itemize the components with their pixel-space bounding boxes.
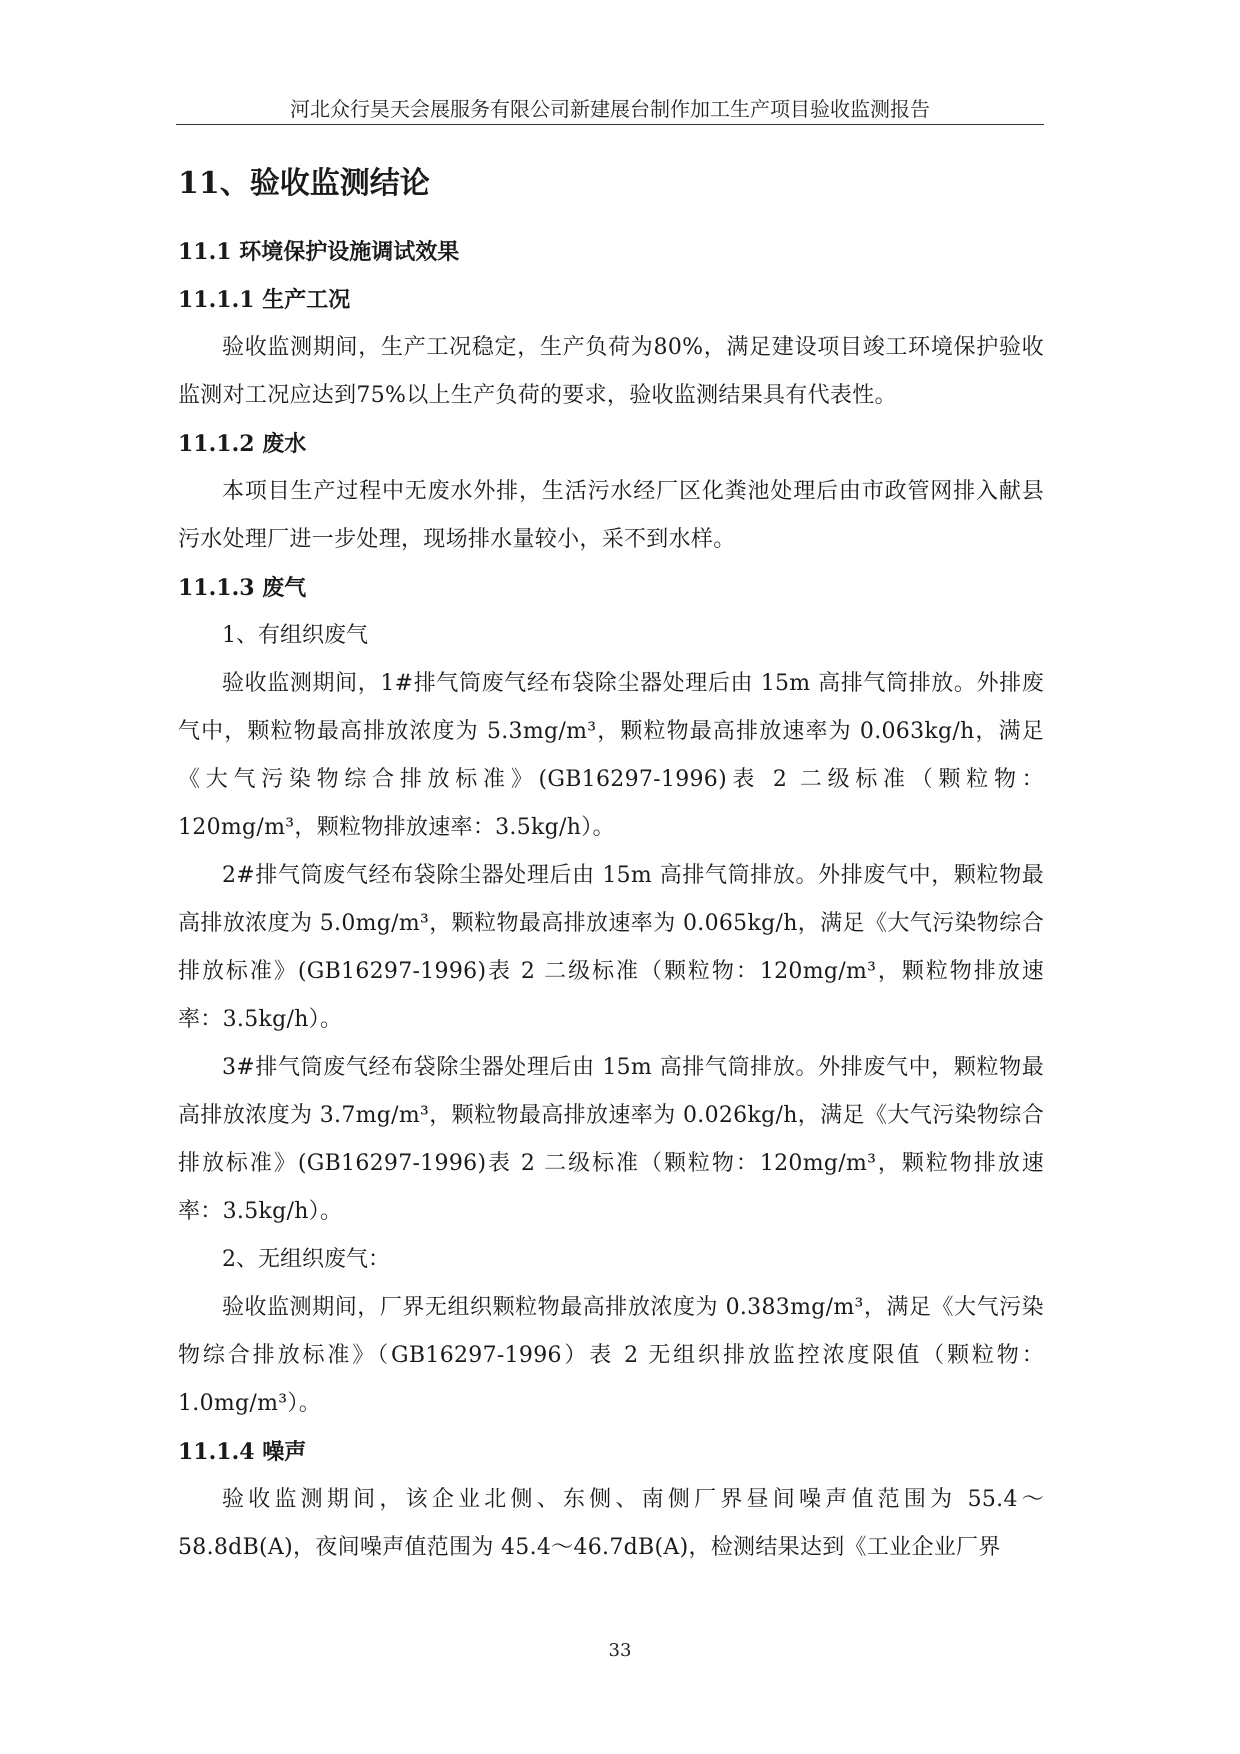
section-title: 11、验收监测结论 [178, 166, 430, 201]
exhaust-paragraph-2: 2#排气筒废气经布袋除尘器处理后由 15m 高排气筒排放。外排废气中，颗粒物最高排放浓度为 5.0mg/m³，颗粒物最高排放速率为 0.065kg/h，满足《大气污染物综合排放标准》(GB16297-1996)表 2 二级标准（颗粒物：120mg/m³，颗粒物排放速率：3.5kg/h）。 [178, 863, 1044, 1032]
unorganized-exhaust-label: 2、无组织废气： [222, 1247, 390, 1272]
exhaust-paragraph-1: 验收监测期间，1#排气筒废气经布袋除尘器处理后由 15m 高排气筒排放。外排废气中，颗粒物最高排放浓度为 5.3mg/m³，颗粒物最高排放速率为 0.063kg/h，满足《大气污染物综合排放标准》(GB16297-1996)表 2 二级标准（颗粒物：120mg/m³，颗粒物排放速率：3.5kg/h）。 [178, 671, 1044, 840]
organized-exhaust-label: 1、有组织废气 [222, 623, 368, 648]
wastewater-paragraph: 本项目生产过程中无废水外排，生活污水经厂区化粪池处理后由市政管网排入献县污水处理厂进一步处理，现场排水量较小，采不到水样。 [178, 479, 1044, 552]
exhaust-paragraph-4: 验收监测期间，厂界无组织颗粒物最高排放浓度为 0.383mg/m³，满足《大气污染物综合排放标准》（GB16297-1996）表 2 无组织排放监控浓度限值（颗粒物：1.0mg/m³）。 [178, 1295, 1044, 1416]
exhaust-heading: 11.1.3 废气 [178, 575, 307, 601]
running-header: 河北众行昊天会展服务有限公司新建展台制作加工生产项目验收监测报告 [290, 97, 930, 121]
noise-heading: 11.1.4 噪声 [178, 1439, 307, 1465]
subsection-title: 11.1 环境保护设施调试效果 [178, 239, 460, 265]
exhaust-paragraph-3: 3#排气筒废气经布袋除尘器处理后由 15m 高排气筒排放。外排废气中，颗粒物最高排放浓度为 3.7mg/m³，颗粒物最高排放速率为 0.026kg/h，满足《大气污染物综合排放标准》(GB16297-1996)表 2 二级标准（颗粒物：120mg/m³，颗粒物排放速率：3.5kg/h）。 [178, 1055, 1044, 1224]
wastewater-heading: 11.1.2 废水 [178, 431, 307, 457]
production-paragraph: 验收监测期间，生产工况稳定，生产负荷为80%，满足建设项目竣工环境保护验收监测对工况应达到75%以上生产负荷的要求，验收监测结果具有代表性。 [178, 335, 1044, 408]
production-heading: 11.1.1 生产工况 [178, 287, 351, 313]
page-number: 33 [608, 1640, 632, 1661]
header-rule [176, 124, 1044, 125]
noise-paragraph: 验收监测期间，该企业北侧、东侧、南侧厂界昼间噪声值范围为 55.4～58.8dB(A)，夜间噪声值范围为 45.4～46.7dB(A)，检测结果达到《工业企业厂界 [178, 1487, 1044, 1560]
page-content [178, 160, 1044, 1572]
